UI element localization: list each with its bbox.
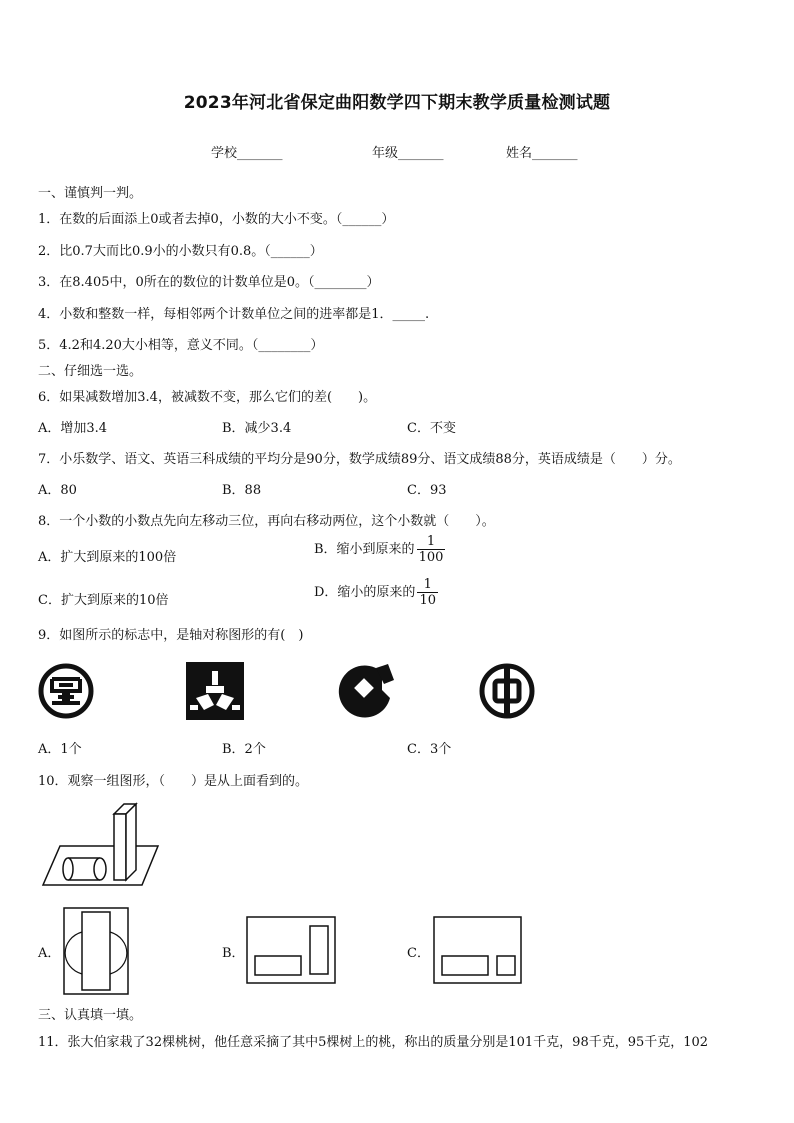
q8-option-d-text: D．缩小的原来的: [314, 585, 416, 600]
coin-logo-icon: [336, 660, 398, 722]
q6-option-a[interactable]: A．增加3.4: [38, 421, 108, 436]
fraction-1-100: $\frac{1}{100}$: [418, 534, 444, 565]
q8-option-a[interactable]: A．扩大到原来的100倍: [38, 550, 177, 565]
question-8: 8．一个小数的小数点先向左移动三位，再向右移动两位，这个小数就（ ）。: [38, 514, 495, 529]
q8-option-c[interactable]: C．扩大到原来的10倍: [38, 593, 169, 608]
question-9: 9．如图所示的标志中，是轴对称图形的有( ): [38, 628, 304, 643]
q9-option-b[interactable]: B．2个: [222, 742, 266, 757]
section2-heading: 二、仔细选一选。: [38, 364, 143, 379]
q7-option-a[interactable]: A．80: [38, 483, 77, 498]
section3-heading: 三、认真填一填。: [38, 1008, 143, 1023]
q10-option-a-figure: [62, 906, 130, 996]
grade-field[interactable]: 年级_______: [372, 146, 444, 161]
q6-option-c[interactable]: C．不变: [407, 421, 456, 436]
question-1: 1．在数的后面添上0或者去掉0，小数的大小不变。（______）: [38, 212, 395, 227]
question-3: 3．在8.405中，0所在的数位的计数单位是0。（________）: [38, 275, 380, 290]
q7-option-b[interactable]: B．88: [222, 483, 262, 498]
q6-option-b[interactable]: B．减少3.4: [222, 421, 292, 436]
q10-option-a[interactable]: A．: [38, 946, 61, 961]
question-4: 4．小数和整数一样，每相邻两个计数单位之间的进率都是1．_____.: [38, 307, 430, 322]
bank-of-china-logo-icon: [478, 662, 536, 720]
name-field[interactable]: 姓名_______: [506, 146, 578, 161]
q10-option-c[interactable]: C．: [407, 946, 430, 961]
q9-option-a[interactable]: A．1个: [38, 742, 82, 757]
q10-option-b[interactable]: B．: [222, 946, 245, 961]
question-10: 10．观察一组图形，（ ）是从上面看到的。: [38, 774, 309, 789]
page-title: 2023年河北省保定曲阳数学四下期末教学质量检测试题: [183, 93, 611, 113]
q10-option-b-figure: [246, 916, 336, 984]
question-7: 7．小乐数学、语文、英语三科成绩的平均分是90分，数学成绩89分、语文成绩88分，英语成绩是（ ）分。: [38, 452, 681, 467]
question-6: 6．如果减数增加3.4，被减数不变，那么它们的差( )。: [38, 390, 377, 405]
3d-figure-diagram: [40, 800, 165, 895]
question-11: 11．张大伯家栽了32棵桃树，他任意采摘了其中5棵树上的桃，称出的质量分别是101千克，98千克，95千克，102: [38, 1035, 709, 1050]
bank-logo-icon: [37, 662, 95, 720]
section1-heading: 一、谨慎判一判。: [38, 186, 143, 201]
fraction-1-10: $\frac{1}{10}$: [419, 577, 436, 608]
q8-option-b-text: B．缩小到原来的: [314, 542, 415, 557]
question-5: 5．4.2和4.20大小相等，意义不同。（________）: [38, 338, 324, 353]
q8-option-b[interactable]: [314, 534, 445, 565]
tri-logo-icon: [186, 662, 244, 720]
q9-option-c[interactable]: C．3个: [407, 742, 452, 757]
q10-option-c-figure: [433, 916, 523, 984]
q7-option-c[interactable]: C．93: [407, 483, 447, 498]
question-2: 2．比0.7大而比0.9小的小数只有0.8。（______）: [38, 244, 323, 259]
school-field[interactable]: 学校_______: [211, 146, 283, 161]
q8-option-d[interactable]: [314, 577, 438, 608]
